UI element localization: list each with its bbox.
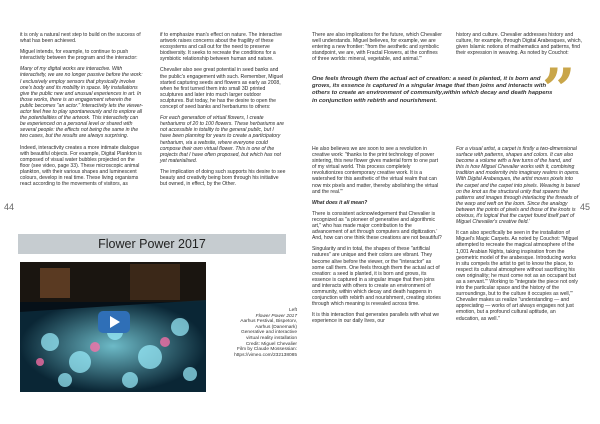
paragraph: Singularity and in total, the shapes of these "artificial natures" are unique and their colors are vibrant. They become alive before the viewer, or the "interactor" as some call them. One feels through them the actual act of creation: a seed is planted, it is born and grows, its essence is captured in a singular image that then joins and interacts with others to create an environment of community, within which decay and death happens in conjunction with rebirth and nourishment, creating stories through which meaning is revealed across time. — [312, 246, 441, 308]
page-number-left: 44 — [4, 202, 15, 212]
paragraph: The implication of doing such supports his desire to see beauty and creativity being born through his initiative but owned, in effect, by the Other. — [160, 168, 286, 188]
quote-mark-icon: ” — [542, 56, 576, 124]
column-4 — [456, 146, 580, 327]
paragraph: It is this interaction that generates parallels with what we experience in our daily lives, our — [312, 312, 440, 325]
quote-paragraph: For a visual artist, a carpet is firstly a two-dimensional surface with patterns, shapes and colors. It can also become a volume with a few turns of the hand, and this is how Miguel Chevalier works with it, combining tradition and modernity into imaginary realms in opens. With Digital Arabesques, the artist moves pixels into the carpet and the carpet into pixels. Weaving is based on the knot as the structural unity that spawns the patterns and images through interlacing the threads of the warp and weft on the loom. Since the analogy between the points of pixels and those of the knots is obvious, it's logical that the carpet found itself part of Miguel Chevalier's creative field.’ — [456, 146, 580, 226]
caption-line: Aarhus (Danemark) — [255, 324, 297, 330]
paragraph: history and culture. Chevalier addresses history and culture, for example, through Digital Arabesques, which, given Islamic notions of mathematics and patterns, find their expression in weaving. As noted by Couchot: — [456, 32, 582, 57]
video-player[interactable] — [20, 262, 206, 392]
subheading: What does it all mean? — [312, 199, 368, 206]
pull-quote: One feels through them the actual act of creation: a seed is planted, it is born and grows, its essence is captured in a singular image that then joins and interacts with others to create an environment of community,within which decay and death happens in conjunction with rebirth and nourishment. — [312, 76, 553, 104]
column-3 — [312, 146, 442, 329]
quote-paragraph: For each generation of virtual flowers, I create herbariums of 20 to 100 flowers. These herbariums are not accessible in totality to the general public, but I have been planning for years to create a participatory herbarium, via a website, where everyone could compose their own virtual flower. This is one of the projects that I have often proposed, but which has not yet materialised. — [160, 115, 285, 164]
caption-line: Aarhus Festival, Bispetorv, — [240, 319, 297, 325]
caption-line: virtual reality installation — [246, 335, 297, 341]
paragraph: There is consistent acknowledgement that Chevalier is recognized as "a pioneer of generative and algorithmic art," who has made major contribution to the advancement of art through computers and digitization.’ And, how can one think these creations are not beautiful? — [312, 210, 442, 242]
page-number-right: 45 — [580, 202, 591, 212]
column-4-top — [456, 32, 584, 61]
play-button[interactable] — [98, 311, 130, 333]
caption-line: Credit: Miguel Chevalier — [245, 341, 297, 347]
section-banner: Flower Power 2017 — [18, 234, 286, 254]
paragraph: if to emphasize man's effect on nature. The interactive artwork raises concerns about the fragility of these ecosystems and call out for the need to preserve biodiversity. It seeks to recreate the conditions for a symbiotic relationship between human and nature. — [160, 32, 282, 63]
paragraph: Indeed, interactivity creates a more intimate dialogue with beautiful objects. For example, Digital Plankton is composed of visual water bubbles projected on the floor (see video, page 33). These microscopic animal plankton, with their various shapes and luminescent colours, develop in real time. These living organisms react according to the movements of visitors, as — [20, 144, 142, 188]
column-2 — [160, 32, 286, 192]
play-icon — [110, 316, 120, 328]
quote-paragraph: Many of my digital works are interactive. With interactivity, we are no longer passive before the work: I exclusively employ sensors that physically involve one's body and its mobility in space. My installations give the public new and unusual experiences in art. In those works, there is an engagement wherein the public becomes "an actor." Interactivity lets the viewer-actor feel free to play spontaneously and to explore all the potentialities of the artwork. This interactivity can be experienced on a personal level or shared with several people: the effects not being the same in the two cases, but the results are always surprising. — [20, 66, 143, 140]
paragraph: He also believes we are soon to see a revolution in creative work: "thanks to the print technology of power sintering, this new flower gives material form to one part of my virtual world. This process completely revolutionizes contemporary creative work. It is a watershed for this aesthetic of the virtual realm that can now mix pixels and matter, thereby abolishing the virtual and the real."’ — [312, 146, 439, 195]
column-1 — [20, 32, 144, 192]
video-link[interactable]: https://vimeo.com/232138085 — [234, 352, 297, 358]
paragraph: It can also specifically be seen in the installation of Miguel's Magic Carpets. As noted by Couchot: "Miguel attempted to recreate the magical atmosphere of the 1,001 Arabian Nights, taking inspiration from the geometric model of the arabesque. Introducing works in situ compels the artist to get to know the place, to respect its cultural atmosphere without sacrificing his own originality; he must come not as an occupant but as a servant."’ Working to "integrate the piece not only into the particular space and the history of the surroundings, but to the culture it occupies as well,"’ Chevalier makes us realize "understanding — and appreciating — works of art always engages not just emotion, but a profound cultural aptitude, an education, as well." — [456, 230, 579, 322]
caption-line: Film by Claude Mossessian: — [237, 347, 297, 353]
caption-line: Flower Power 2017 — [255, 313, 297, 319]
paragraph: There are also implications for the future, which Chevalier well understands. Miguel believes, for example, we are entering a new frontier: "from the aesthetic and symbolic standpoint, we are, with Fractal Flowers, at the confines of three worlds: mineral, vegetable, and animal."’ — [312, 32, 442, 63]
image-caption — [215, 308, 297, 358]
caption-line: Left — [288, 308, 297, 313]
column-3-top — [312, 32, 442, 67]
paragraph: it is only a natural next step to build on the success of what has been achieved. — [20, 32, 141, 45]
paragraph: Miguel intends, for example, to continue to push interactivity between the program and the interactor: — [20, 49, 138, 62]
paragraph: Chevalier also see great potential in seed banks and the public's engagement with such. Remember, Miguel started capturing seeds and flowers as early as 2008, when he first turned them into small 3D printed sculptures and later into much larger outdoor sculptures. But today, he has the desire to open the concept of seed banks and herbariums to others: — [160, 67, 284, 111]
caption-line: Generative and interactive — [241, 330, 297, 336]
